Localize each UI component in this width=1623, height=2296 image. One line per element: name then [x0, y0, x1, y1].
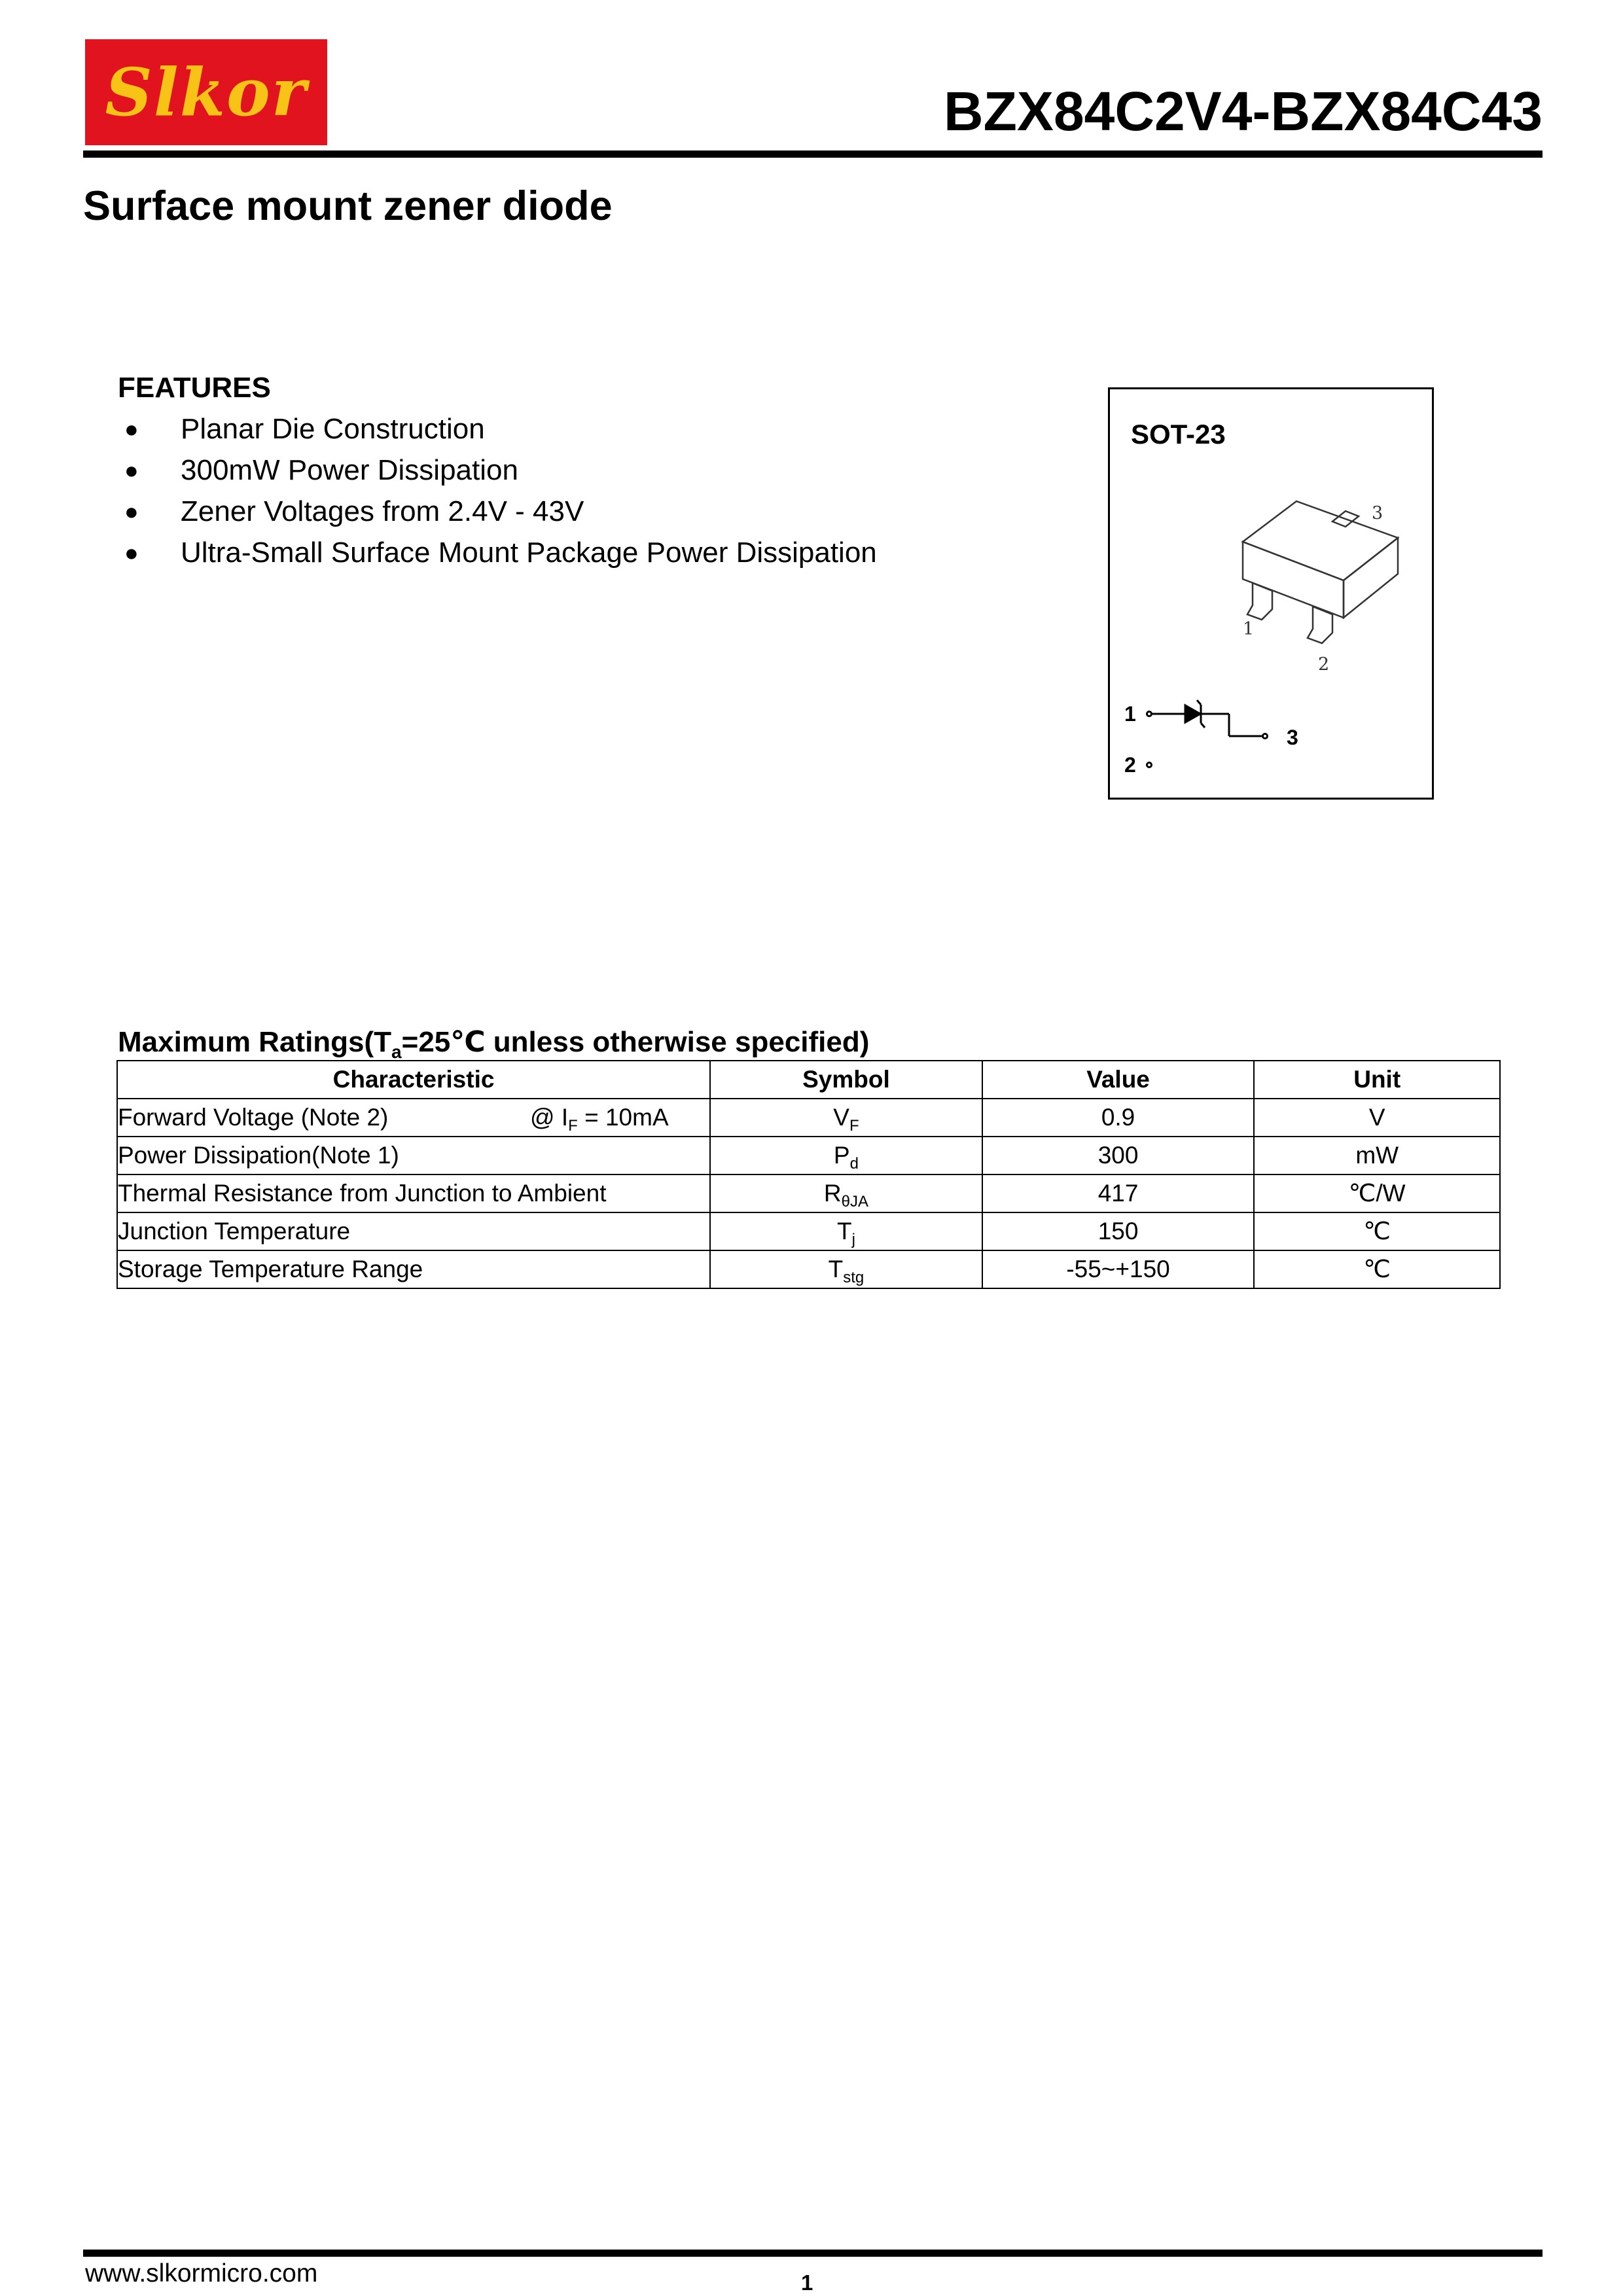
symbol-cell: $V_F$	[710, 1099, 982, 1137]
table-row	[117, 1174, 1500, 1212]
table-row	[117, 1099, 1500, 1137]
feature-text: Planar Die Construction	[181, 413, 485, 445]
condition-text: @ $I_F = 10mA$	[530, 1104, 669, 1135]
symbol-cell: $P_d$	[710, 1137, 982, 1174]
feature-text: Zener Voltages from 2.4V - 43V	[181, 495, 584, 527]
unit-cell: ℃	[1254, 1250, 1500, 1288]
characteristic-cell	[117, 1099, 710, 1137]
unit-cell: ℃	[1254, 1212, 1500, 1250]
schematic-pin-3: 3	[1287, 726, 1298, 749]
schematic-pin-1: 1	[1124, 702, 1136, 726]
column-header: Symbol	[710, 1061, 982, 1099]
value-cell: 417	[982, 1174, 1255, 1212]
characteristic-cell	[117, 1137, 710, 1174]
unit-cell: mW	[1254, 1137, 1500, 1174]
ratings-table	[116, 1060, 1501, 1289]
value-cell: 150	[982, 1212, 1255, 1250]
ratings-title-suffix: =25℃ unless otherwise specified)	[401, 1026, 870, 1058]
bullet-icon: ●	[124, 498, 139, 525]
characteristic-text: Storage Temperature Range	[118, 1256, 423, 1282]
table-row	[117, 1137, 1500, 1174]
symbol-cell: $T_j$	[710, 1212, 982, 1250]
header-divider	[83, 150, 1543, 158]
column-header: Value	[982, 1061, 1255, 1099]
schematic-pin-2: 2	[1124, 753, 1136, 777]
characteristic-cell	[117, 1174, 710, 1212]
features-heading: FEATURES	[118, 372, 271, 404]
symbol-cell: $R_{\theta JA}$	[710, 1174, 982, 1212]
footer-website: www.slkormicro.com	[85, 2259, 318, 2287]
table-row	[117, 1250, 1500, 1288]
column-header: Characteristic	[117, 1061, 710, 1099]
package-drawing	[1110, 389, 1432, 798]
drawing-pin-1: 1	[1243, 619, 1255, 639]
bullet-icon: ●	[124, 415, 139, 442]
package-name: SOT-23	[1131, 419, 1226, 450]
footer-divider	[83, 2250, 1543, 2257]
part-number-title: BZX84C2V4-BZX84C43	[943, 80, 1543, 142]
value-cell: 300	[982, 1137, 1255, 1174]
bullet-icon: ●	[124, 457, 139, 484]
unit-cell: ℃/W	[1254, 1174, 1500, 1212]
value-cell: -55~+150	[982, 1250, 1255, 1288]
feature-text: Ultra-Small Surface Mount Package Power Dissipation	[181, 537, 877, 569]
column-header: Unit	[1254, 1061, 1500, 1099]
package-box	[1108, 387, 1434, 800]
characteristic-text: Forward Voltage (Note 2)	[118, 1104, 389, 1131]
logo-text: Slkor	[105, 54, 308, 131]
unit-cell: V	[1254, 1099, 1500, 1137]
zener-diode-symbol-icon	[1147, 700, 1268, 768]
drawing-pin-2: 2	[1318, 654, 1330, 675]
table-header-row	[117, 1061, 1500, 1099]
characteristic-text: Thermal Resistance from Junction to Ambient	[118, 1180, 607, 1207]
drawing-pin-3: 3	[1372, 503, 1383, 523]
bullet-icon: ●	[124, 539, 139, 566]
page-number: 1	[801, 2270, 813, 2295]
ratings-title-sub: a	[391, 1041, 402, 1062]
characteristic-cell	[117, 1212, 710, 1250]
characteristic-text: Power Dissipation(Note 1)	[118, 1142, 399, 1169]
table-row	[117, 1212, 1500, 1250]
characteristic-text: Junction Temperature	[118, 1218, 351, 1245]
ratings-title-prefix: Maximum Ratings(T	[118, 1026, 392, 1058]
brand-logo	[85, 39, 327, 145]
value-cell: 0.9	[982, 1099, 1255, 1137]
feature-text: 300mW Power Dissipation	[181, 454, 518, 486]
document-subtitle: Surface mount zener diode	[83, 183, 613, 229]
symbol-cell: $T_{stg}$	[710, 1250, 982, 1288]
characteristic-cell	[117, 1250, 710, 1288]
